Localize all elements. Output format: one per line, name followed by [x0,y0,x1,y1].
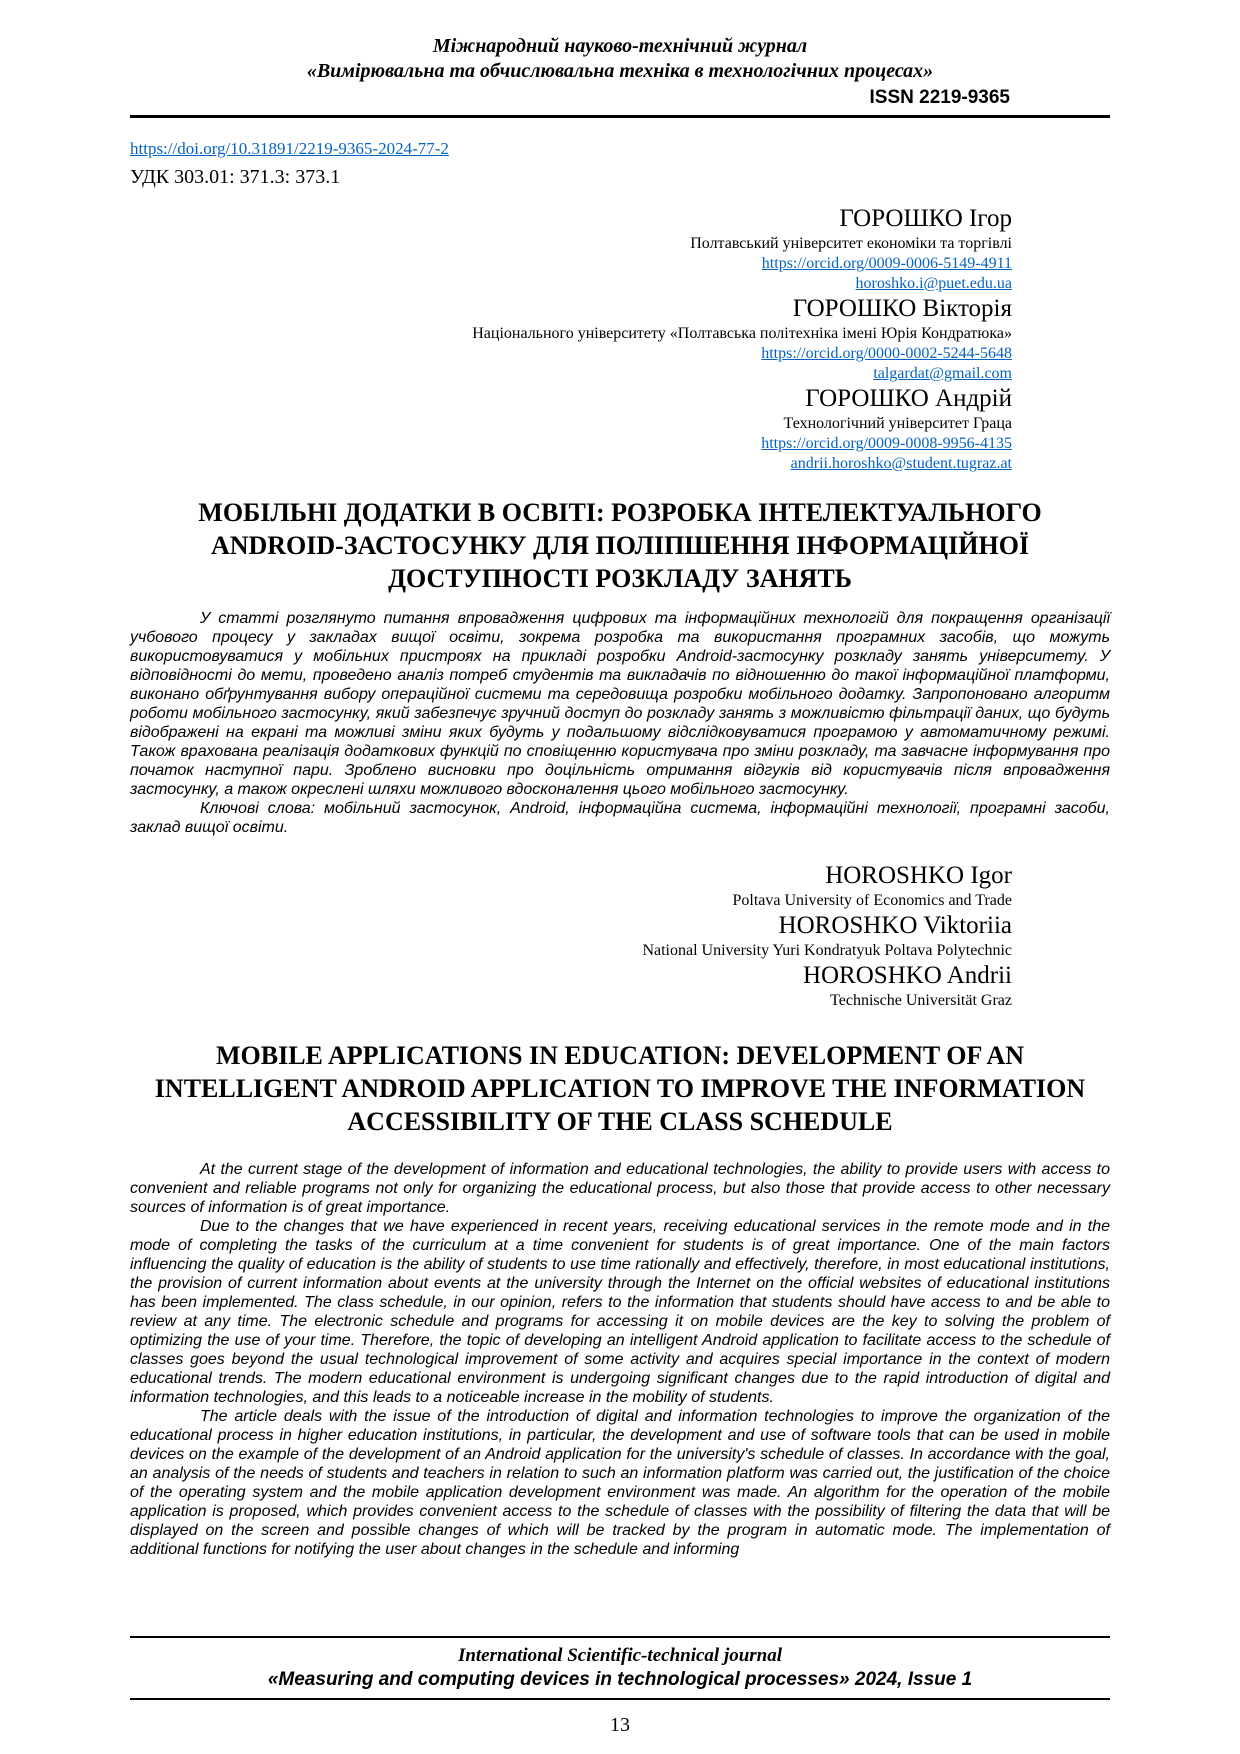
journal-name-line1: Міжнародний науково-технічний журнал [432,35,808,57]
author-affiliation: Poltava University of Economics and Trade [732,892,1012,909]
authors-ukrainian-block [130,204,1110,474]
author-block [130,911,1012,961]
author-affiliation: Technische Universität Graz [830,992,1012,1009]
author-name: HOROSHKO Viktoriia [778,912,1012,939]
author-orcid-link[interactable]: https://orcid.org/0000-0002-5244-5648 [761,345,1012,362]
journal-name-line2: «Вимірювальна та обчислювальна техніка в технологічних процесах» [306,60,934,82]
page-footer [130,1636,1110,1738]
author-block [130,204,1012,294]
author-name: ГОРОШКО Андрій [805,385,1012,412]
author-block [130,961,1012,1011]
author-orcid-link[interactable]: https://orcid.org/0009-0006-5149-4911 [761,255,1012,272]
author-block [130,861,1012,911]
author-affiliation: National University Yuri Kondratyuk Poltava Polytechnic [642,942,1012,959]
author-block [130,384,1012,474]
keywords-ukrainian: Ключові слова: мобільний застосунок, Android, інформаційна система, інформаційні технології, програмні засоби, заклад вищої освіти. [130,800,1110,836]
author-email-link[interactable]: andrii.horoshko@student.tugraz.at [790,455,1012,472]
author-name: ГОРОШКО Вікторія [792,295,1012,322]
abstract-english-paragraph: Due to the changes that we have experienced in recent years, receiving educational services in the remote mode and in the mode of completing the tasks of the curriculum at a time convenient for students is of great importance. One of the main factors influencing the quality of education is the ability of students to use time rationally and effectively, therefore, in most educational institutions, the provision of current information about events at the university through the Internet on the official websites of educational institutions has been implemented. The class schedule, in our opinion, refers to the information that students should have access to and be able to review at any time. The electronic schedule and programs for accessing it on mobile devices are the key to solving the problem of optimizing the use of your time. Therefore, the topic of developing an intelligent Android application to facilitate access to the schedule of classes goes beyond the usual technological improvement of some activity and acquires special importance in the context of modern educational trends. The modern educational environment is undergoing significant changes due to the rapid introduction of digital and information technologies, and this leads to a noticeable increase in the mobility of students. [130,1218,1110,1406]
issn-label: ISSN 2219-9365 [869,87,1010,108]
abstract-english-paragraph: At the current stage of the development of information and educational technologies, the ability to provide users with access to convenient and reliable programs not only for organizing the educational process, but also those that provide access to other necessary sources of information is of great importance. [130,1161,1110,1216]
author-block [130,294,1012,384]
header-divider [130,115,1110,118]
author-affiliation: Технологічний університет Граца [783,415,1012,432]
footer-journal-name: International Scientific-technical journal [457,1645,783,1666]
page-number: 13 [610,1714,630,1736]
author-name: ГОРОШКО Ігор [839,205,1012,232]
author-affiliation: Полтавський університет економіки та торгівлі [690,235,1012,252]
udc-label: УДК 303.01: 371.3: 373.1 [130,166,341,188]
journal-header [130,34,1110,118]
doi-row [130,138,1110,160]
author-orcid-link[interactable]: https://orcid.org/0009-0008-9956-4135 [761,435,1012,452]
author-affiliation: Національного університету «Полтавська політехніка імені Юрія Кондратюка» [472,325,1012,342]
footer-journal-issue: «Measuring and computing devices in technological processes» 2024, Issue 1 [267,1669,973,1690]
author-email-link[interactable]: talgardat@gmail.com [873,365,1012,382]
author-email-link[interactable]: horoshko.i@puet.edu.ua [855,275,1012,292]
title-english: MOBILE APPLICATIONS IN EDUCATION: DEVELOPMENT OF AN INTELLIGENT ANDROID APPLICATION TO IMPROVE THE INFORMATION ACCESSIBILITY OF THE CLASS SCHEDULE [154,1041,1086,1136]
title-ukrainian: МОБІЛЬНІ ДОДАТКИ В ОСВІТІ: РОЗРОБКА ІНТЕЛЕКТУАЛЬНОГО ANDROID-ЗАСТОСУНКУ ДЛЯ ПОЛІПШЕННЯ ІНФОРМАЦІЙНОЇ ДОСТУПНОСТІ РОЗКЛАДУ ЗАНЯТЬ [198,498,1042,593]
author-name: HOROSHKO Igor [825,862,1012,889]
doi-link[interactable]: https://doi.org/10.31891/2219-9365-2024-77-2 [130,139,449,158]
abstract-english-paragraph: The article deals with the issue of the introduction of digital and information technologies to improve the organization of the educational process in higher education institutions, in particular, the development and use of software tools that can be used in mobile devices on the example of the development of an Android application for the university's schedule of classes. In accordance with the goal, an analysis of the needs of students and teachers in relation to such an information platform was carried out, the justification of the choice of the operating system and the mobile application development environment was made. An algorithm for the operation of the mobile application is proposed, which provides convenient access to the schedule of classes with the possibility of filtering the data that will be displayed on the screen and possible changes of which will be tracked by the program in automatic mode. The implementation of additional functions for notifying the user about changes in the schedule and informing [130,1408,1110,1558]
authors-english-block [130,861,1110,1011]
footer-divider-top [130,1636,1110,1638]
author-name: HOROSHKO Andrii [802,962,1012,989]
abstract-ukrainian: У статті розглянуто питання впровадження цифрових та інформаційних технологій для покращення організації учбового процесу у закладах вищої освіти, зокрема розробка та використання програмних засобів, що можуть використовуватися у мобільних пристроях на прикладі розробки Android-застосунку розкладу занять університету. У відповідності до мети, проведено аналіз потреб студентів та викладачів по відношенню до такої інформаційної платформи, виконано обґрунтування вибору операційної системи та середовища розробки мобільного додатку. Запропоновано алгоритм роботи мобільного застосунку, який забезпечує зручний доступ до розкладу занять з можливістю фільтрації даних, що будуть відображені на екрані та можливі зміни яких будуть у подальшому відслідковуватися програмою у автоматичному режимі. Також врахована реалізація додаткових функцій по сповіщенню користувача про зміни розкладу, та завчасне інформування про початок наступної пари. Зроблено висновки про доцільність отримання відгуків від користувачів після впровадження застосунку, а також окреслені шляхи можливого вдосконалення цього мобільного застосунку. [130,610,1110,798]
footer-divider-bottom [130,1698,1110,1700]
